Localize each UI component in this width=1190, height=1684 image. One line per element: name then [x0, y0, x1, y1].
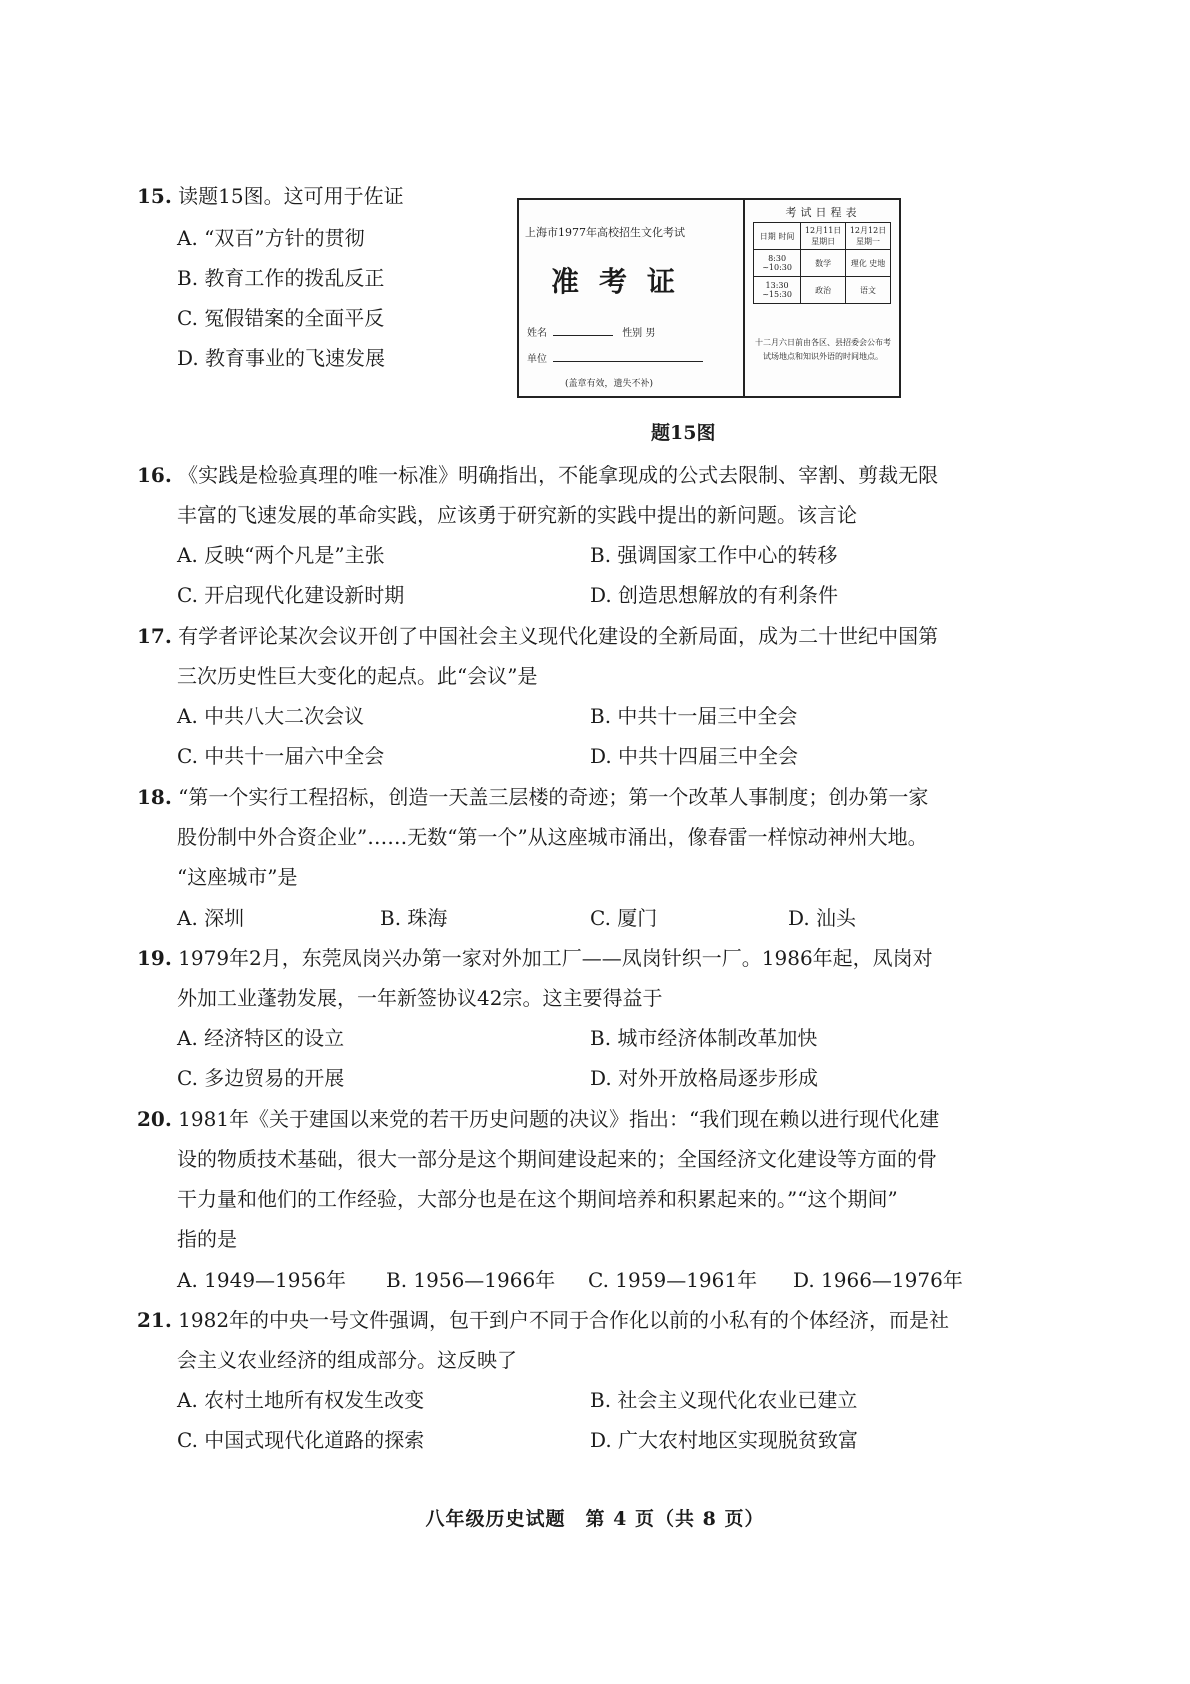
q15-option-a: A. “双百”方针的贯彻	[177, 226, 365, 250]
ticket-name-field: 姓名 性别 男	[527, 328, 656, 339]
q15-option-c: C. 冤假错案的全面平反	[177, 306, 385, 330]
schedule-title: 考试日程表	[785, 206, 861, 219]
q16-option-a: A. 反映“两个凡是”主张	[177, 543, 385, 567]
q20-stem-line-3: 干力量和他们的工作经验，大部分也是在这个期间培养和积累起来的。”“这个期间”	[177, 1187, 898, 1211]
q18-option-d: D. 汕头	[788, 906, 857, 930]
question-18-stem: 18. “第一个实行工程招标，创造一天盖三层楼的奇迹；第一个改革人事制度；创办第一家	[137, 785, 929, 809]
ticket-schedule-panel	[749, 200, 897, 396]
ticket-unit-field: 单位	[527, 350, 709, 365]
admission-ticket-figure	[517, 198, 901, 398]
ticket-header: 上海市1977年高校招生文化考试	[525, 226, 685, 239]
schedule-table	[753, 222, 891, 304]
schedule-corner: 日期 时间	[754, 223, 801, 250]
admission-ticket	[517, 198, 901, 398]
ticket-title: 准考证	[551, 265, 696, 298]
ticket-gender-value: 男	[645, 328, 656, 339]
question-20-stem: 20. 1981年《关于建国以来党的若干历史问题的决议》指出：“我们现在赖以进行现代化建	[137, 1107, 940, 1131]
q19-option-c: C. 多边贸易的开展	[177, 1066, 345, 1090]
q21-option-a: A. 农村土地所有权发生改变	[177, 1388, 425, 1412]
q18-option-a: A. 深圳	[177, 906, 245, 930]
q16-stem-line-2: 丰富的飞速发展的革命实践，应该勇于研究新的实践中提出的新问题。该言论	[177, 503, 857, 527]
q18-stem-line-3: “这座城市”是	[177, 865, 298, 889]
q20-option-a: A. 1949—1956年	[177, 1268, 346, 1292]
q20-option-d: D. 1966—1976年	[793, 1268, 963, 1292]
q17-stem-line-2: 三次历史性巨大变化的起点。此“会议”是	[177, 664, 538, 688]
q21-option-d: D. 广大农村地区实现脱贫致富	[590, 1428, 859, 1452]
q17-option-a: A. 中共八大二次会议	[177, 704, 365, 728]
q20-stem-line-4: 指的是	[177, 1227, 237, 1251]
q21-stem-line-2: 会主义农业经济的组成部分。这反映了	[177, 1348, 517, 1372]
q18-option-c: C. 厦门	[590, 906, 658, 930]
schedule-subject: 政治	[801, 277, 846, 304]
q21-option-c: C. 中国式现代化道路的探索	[177, 1428, 425, 1452]
page-footer: 八年级历史试题 第 4 页（共 8 页）	[425, 1508, 765, 1530]
question-21-stem: 21. 1982年的中央一号文件强调，包干到户不同于合作化以前的小私有的个体经济，而是社	[137, 1308, 950, 1332]
q16-option-d: D. 创造思想解放的有利条件	[590, 583, 839, 607]
question-17-stem: 17. 有学者评论某次会议开创了中国社会主义现代化建设的全新局面，成为二十世纪中国第	[137, 624, 939, 648]
schedule-note: 十二月六日前由各区、县招委会公布考试场地点和知识外语的时间地点。	[755, 338, 891, 361]
q16-option-c: C. 开启现代化建设新时期	[177, 583, 405, 607]
schedule-time: 13:30 ~15:30	[754, 277, 801, 304]
q16-option-b: B. 强调国家工作中心的转移	[590, 543, 838, 567]
schedule-subject: 理化 史地	[846, 250, 891, 277]
q19-option-b: B. 城市经济体制改革加快	[590, 1026, 818, 1050]
q20-stem-line-2: 设的物质技术基础，很大一部分是这个期间建设起来的；全国经济文化建设等方面的骨	[177, 1147, 937, 1171]
q20-option-c: C. 1959—1961年	[588, 1268, 758, 1292]
schedule-date: 12月11日 星期日	[801, 223, 846, 250]
q21-option-b: B. 社会主义现代化农业已建立	[590, 1388, 858, 1412]
ticket-main-panel	[519, 200, 745, 396]
schedule-subject: 语文	[846, 277, 891, 304]
q17-option-c: C. 中共十一届六中全会	[177, 744, 385, 768]
q17-option-d: D. 中共十四届三中全会	[590, 744, 799, 768]
figure-caption: 题15图	[651, 422, 716, 444]
schedule-time: 8:30 ~10:30	[754, 250, 801, 277]
q15-option-d: D. 教育事业的飞速发展	[177, 346, 386, 370]
schedule-subject: 数学	[801, 250, 846, 277]
q19-option-a: A. 经济特区的设立	[177, 1026, 345, 1050]
q15-option-b: B. 教育工作的拨乱反正	[177, 266, 385, 290]
q19-option-d: D. 对外开放格局逐步形成	[590, 1066, 819, 1090]
q20-option-b: B. 1956—1966年	[386, 1268, 556, 1292]
question-16-stem: 16. 《实践是检验真理的唯一标准》明确指出，不能拿现成的公式去限制、宰割、剪裁无限	[137, 463, 939, 487]
ticket-footnote: (盖章有效，遗失不补)	[565, 379, 654, 389]
q18-option-b: B. 珠海	[380, 906, 448, 930]
question-19-stem: 19. 1979年2月，东莞凤岗兴办第一家对外加工厂——凤岗针织一厂。1986年起，凤岗对	[137, 946, 933, 970]
schedule-date: 12月12日 星期一	[846, 223, 891, 250]
q17-option-b: B. 中共十一届三中全会	[590, 704, 798, 728]
q19-stem-line-2: 外加工业蓬勃发展，一年新签协议42宗。这主要得益于	[177, 986, 663, 1010]
q18-stem-line-2: 股份制中外合资企业”……无数“第一个”从这座城市涌出，像春雷一样惊动神州大地。	[177, 825, 928, 849]
question-15-stem: 15. 读题15图。这可用于佐证	[137, 184, 404, 208]
